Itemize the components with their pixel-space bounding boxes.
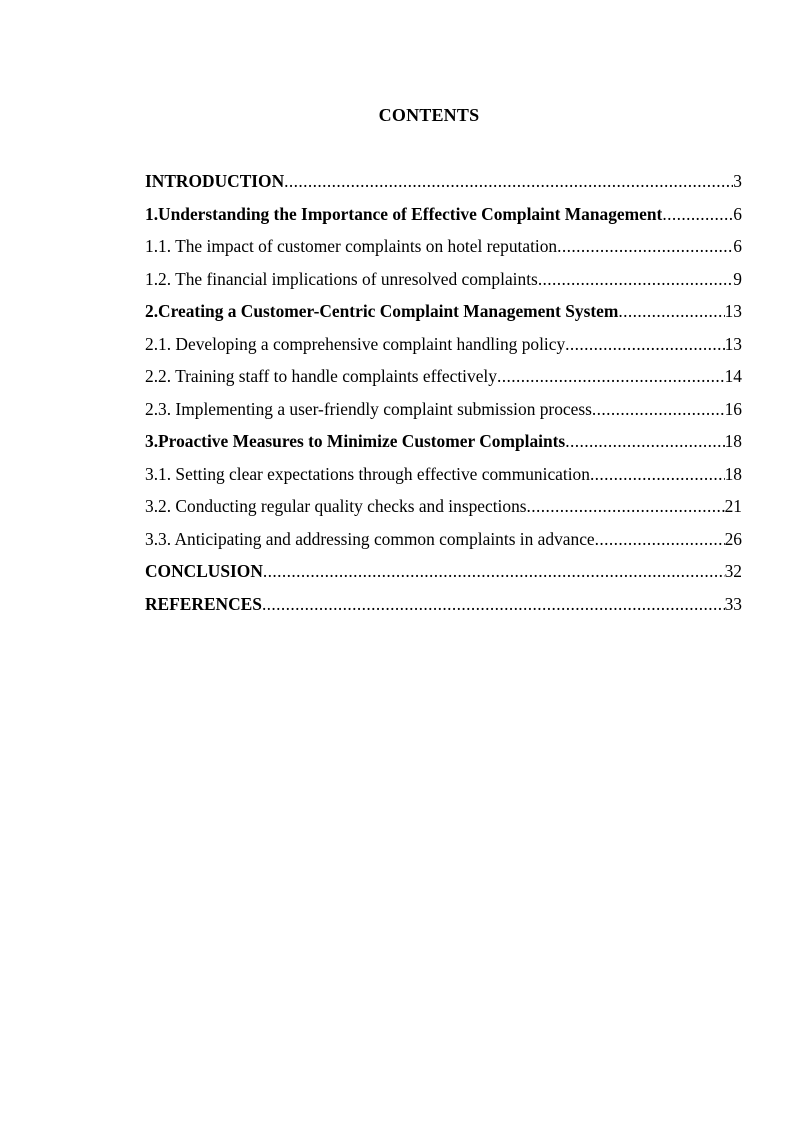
toc-leader-dots [618, 297, 724, 325]
toc-leader-dots [527, 492, 725, 520]
toc-entry-text: 2.1. Developing a comprehensive complaint handling policy [145, 333, 566, 354]
toc-entry-text: 3.1. Setting clear expectations through effective communication [145, 463, 590, 484]
toc-entry-page: 32 [724, 561, 742, 581]
toc-entry-page: 6 [733, 203, 742, 224]
toc-entry[interactable] [145, 590, 742, 623]
toc-entry[interactable] [145, 460, 742, 493]
toc-entry-text: INTRODUCTION [145, 171, 285, 191]
toc-entry-text: 1.2. The financial implications of unresolved complaints [145, 268, 538, 289]
toc-leader-dots [595, 525, 725, 553]
toc-entry-page: 33 [724, 593, 742, 614]
toc-title: CONTENTS [378, 105, 480, 125]
toc-leader-dots [284, 167, 733, 195]
toc-entry[interactable] [145, 297, 742, 330]
toc-leader-dots [497, 362, 725, 390]
toc-entry[interactable] [145, 427, 742, 460]
toc-entry-text: CONCLUSION [145, 561, 263, 581]
toc-entry-text: 1.1. The impact of customer complaints on hotel reputation [145, 236, 558, 256]
toc-entry[interactable] [145, 330, 742, 363]
toc-leader-dots [557, 232, 733, 260]
toc-entry[interactable] [145, 492, 742, 525]
toc-entry-page: 6 [733, 236, 742, 256]
toc-entry-text: 3.3. Anticipating and addressing common complaints in advance [145, 528, 595, 549]
toc-entry-text: REFERENCES [145, 593, 262, 614]
toc-leader-dots [262, 590, 725, 618]
toc-leader-dots [590, 460, 725, 488]
toc-leader-dots [263, 557, 725, 585]
toc-entry-text: 1.Understanding the Importance of Effective Complaint Management [145, 203, 663, 224]
toc-entry-text: 2.2. Training staff to handle complaints effectively [145, 366, 497, 386]
toc-entry-page: 13 [724, 333, 742, 354]
toc-entry[interactable] [145, 167, 742, 200]
toc-entry[interactable] [145, 525, 742, 558]
toc-entry[interactable] [145, 265, 742, 298]
toc-leader-dots [662, 200, 733, 228]
toc-entry-page: 26 [724, 528, 742, 549]
toc-list [145, 167, 742, 622]
toc-entry-page: 14 [724, 366, 742, 386]
toc-entry-page: 9 [733, 268, 742, 289]
toc-entry-page: 18 [724, 431, 742, 451]
toc-entry-text: 2.Creating a Customer-Centric Complaint Management System [145, 301, 619, 321]
toc-entry-page: 13 [724, 301, 742, 321]
toc-entry[interactable] [145, 395, 742, 428]
toc-leader-dots [565, 330, 724, 358]
toc-entry-text: 3.Proactive Measures to Minimize Customer Complaints [145, 431, 566, 451]
toc-entry-page: 16 [724, 398, 742, 419]
toc-entry[interactable] [145, 232, 742, 265]
toc-entry-page: 3 [733, 171, 742, 191]
toc-leader-dots [592, 395, 725, 423]
toc-entry-text: 3.2. Conducting regular quality checks and inspections [145, 496, 527, 516]
toc-entry[interactable] [145, 557, 742, 590]
toc-entry-page: 21 [724, 496, 742, 516]
toc-leader-dots [538, 265, 733, 293]
toc-entry-text: 2.3. Implementing a user-friendly complaint submission process [145, 398, 592, 419]
toc-entry-page: 18 [724, 463, 742, 484]
toc-entry[interactable] [145, 200, 742, 233]
toc-entry[interactable] [145, 362, 742, 395]
toc-leader-dots [565, 427, 724, 455]
